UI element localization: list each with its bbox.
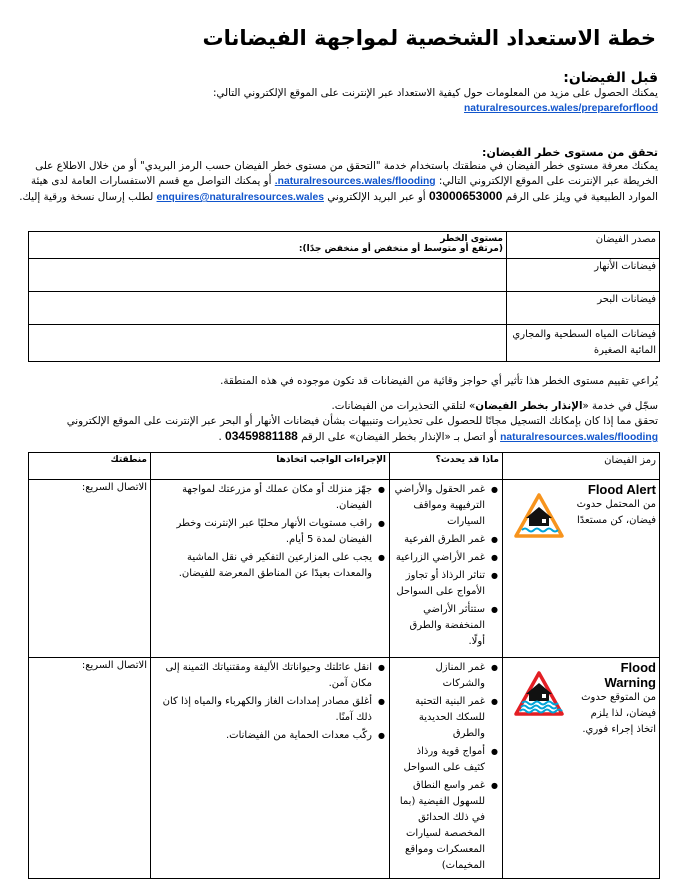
- what-happens-cell: [390, 480, 503, 658]
- list-item: ● ركّب معدات الحماية من الفيضانات.: [154, 728, 372, 744]
- flood-alert-icon: [513, 492, 565, 540]
- check-registration-note: تحقق مما إذا كان بإمكانك التسجيل مجانًا للحصول على تحذيرات وتنبيهات بشأن فيضانات الأنهار أو البحر عبر الإنترنت على الموقع الإلكتروني naturalresources.wales/flooding أو اتصل بـ «الإنذار بخطر الفيضان» على الرقم 03459881188 .: [66, 415, 658, 443]
- flood-code-title: Flood Alert: [587, 482, 656, 497]
- enquiries-email-link[interactable]: enquires@naturalresources.wales: [156, 192, 324, 203]
- before-flood-section: [18, 70, 658, 116]
- list-item: ● غمر الطرق الفرعية: [393, 532, 485, 548]
- list-item: ● غمر الأراضي الزراعية: [393, 550, 485, 566]
- actions-cell: [151, 480, 390, 658]
- risk-level-field[interactable]: [29, 292, 507, 325]
- header-what-happens: ماذا قد يحدث؟: [390, 453, 503, 480]
- risk-level-field[interactable]: [29, 325, 507, 362]
- list-item: ● ستتأثر الأراضي المنخفضة والطرق أولًا.: [393, 602, 485, 650]
- header-flood-code: رمز الفيضان: [503, 453, 660, 480]
- header-your-area: منطقتك: [29, 453, 151, 480]
- list-item: ● غمر البنية التحتية للسكك الحديدية والطرق: [393, 694, 485, 742]
- page-title: خطة الاستعداد الشخصية لمواجهة الفيضانات: [202, 26, 656, 50]
- before-flood-heading: قبل الفيضان:: [563, 70, 658, 86]
- table-row: [29, 325, 660, 362]
- list-item: ● أمواج قوية ورذاذ كثيف على السواحل: [393, 744, 485, 776]
- risk-source: فيضانات البحر: [507, 292, 660, 325]
- risk-level-field[interactable]: [29, 259, 507, 292]
- your-area-cell[interactable]: الاتصال السريع:: [29, 658, 151, 879]
- check-risk-section: [18, 146, 658, 205]
- your-area-cell[interactable]: الاتصال السريع:: [29, 480, 151, 658]
- actions-list: [154, 482, 386, 582]
- flood-code-description: من المتوقع حدوث فيضان، لذا يلزم اتخاذ إجراء فوري.: [581, 692, 656, 735]
- risk-source: فيضانات الأنهار: [507, 259, 660, 292]
- flood-code-cell: [503, 480, 660, 658]
- list-item: ● راقب مستويات الأنهار محليًا عبر الإنترنت وخطر الفيضان لمدة 5 أيام.: [154, 516, 372, 548]
- what-happens-list: [393, 482, 499, 650]
- risk-source: فيضانات المياه السطحية والمجاري المائية الصغيرة: [507, 325, 660, 362]
- flood-codes-table: [28, 452, 660, 879]
- flood-warning-row: [29, 658, 660, 879]
- list-item: ● غمر واسع النطاق للسهول الفيضية (بما في ذلك الحدائق المخصصة لسيارات المعسكرات ومواقع المخيمات): [393, 778, 485, 874]
- header-risk-level: مستوى الخطر (مرتفع أو متوسط أو منخفض أو منخفض جدًا):: [29, 232, 507, 259]
- notes-section: [18, 374, 658, 445]
- risk-level-table: [28, 231, 660, 362]
- assessment-note: يُراعي تقييم مستوى الخطر هذا تأثير أي حواجز وقائية من الفيضانات قد تكون موجوده في هذه المنطقة.: [220, 375, 658, 387]
- flooding-link-2[interactable]: naturalresources.wales/flooding: [500, 432, 658, 443]
- flood-warning-icon: [513, 670, 565, 718]
- list-item: ● انقل عائلتك وحيواناتك الأليفة ومقتنياتك الثمينة إلى مكان آمن.: [154, 660, 372, 692]
- flood-code-title: Flood Warning: [604, 660, 656, 690]
- list-item: ● يجب على المزارعين التفكير في نقل الماشية والمعدات بعيدًا عن المناطق المعرضة للفيضان.: [154, 550, 372, 582]
- before-flood-text: يمكنك الحصول على مزيد من المعلومات حول كيفية الاستعداد عبر الإنترنت على الموقع الإلكتروني التالي:: [212, 87, 658, 99]
- header-actions: الإجراءات الواجب اتخاذها: [151, 453, 390, 480]
- what-happens-list: [393, 660, 499, 874]
- what-happens-cell: [390, 658, 503, 879]
- list-item: ● جهّز منزلك أو مكان عملك أو مزرعتك لمواجهة الفيضان.: [154, 482, 372, 514]
- list-item: ● أغلق مصادر إمدادات الغاز والكهرباء والمياه إذا كان ذلك آمنًا.: [154, 694, 372, 726]
- check-risk-text: يمكنك معرفة مستوى خطر الفيضان في منطقتك باستخدام خدمة "التحقق من مستوى خطر الفيضان حسب الرمز البريدي" أو من خلال الاطلاع على الخريطة عبر الإنترنت على الموقع الإلكتروني التالي: naturalresources.wales/flooding. أو يمكنك التواصل مع قسم الاستفسارات العامة لدى هيئة الموارد الطبيعية في ويلز على الرقم 03000653000 أو عبر البريد الإلكتروني enquires@naturalresources.wales لطلب إرسال نسخة ورقية إليك.: [19, 160, 658, 203]
- flood-code-description: من المحتمل حدوث فيضان، كن مستعدًا: [576, 499, 656, 526]
- floodline-phone: 03459881188: [225, 429, 298, 443]
- prepare-for-flood-link[interactable]: naturalresources.wales/prepareforflood: [464, 103, 658, 114]
- list-item: ● تناثر الرذاذ أو تجاوز الأمواج على السواحل: [393, 568, 485, 600]
- enquiries-phone: 03000653000: [428, 189, 503, 203]
- flood-alert-row: [29, 480, 660, 658]
- register-note: سجّل في خدمة «الإنذار بخطر الفيضان» لتلقي التحذيرات من الفيضانات.: [331, 400, 658, 412]
- table-row: [29, 292, 660, 325]
- flooding-link[interactable]: naturalresources.wales/flooding.: [274, 176, 436, 187]
- header-flood-source: مصدر الفيضان: [507, 232, 660, 259]
- flood-warning-service-name: الإنذار بخطر الفيضان: [475, 400, 583, 412]
- actions-list: [154, 660, 386, 744]
- list-item: ● غمر المنازل والشركات: [393, 660, 485, 692]
- flood-code-cell: [503, 658, 660, 879]
- actions-cell: [151, 658, 390, 879]
- check-risk-heading: تحقق من مستوى خطر الفيضان:: [482, 146, 658, 159]
- list-item: ● غمر الحقول والأراضي الترفيهية ومواقف السيارات: [393, 482, 485, 530]
- table-row: [29, 259, 660, 292]
